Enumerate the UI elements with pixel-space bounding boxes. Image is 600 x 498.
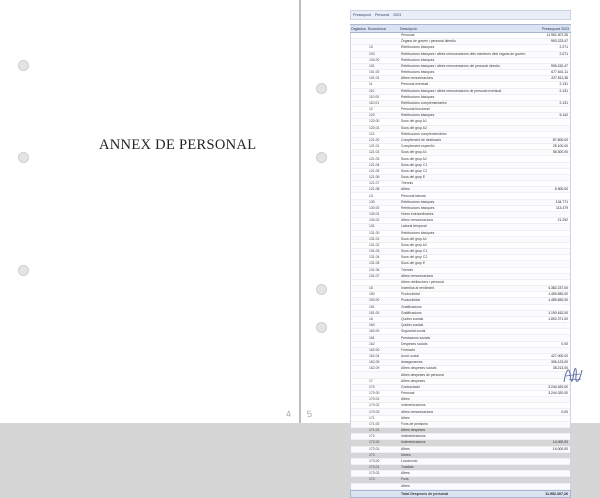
cell-economica: 130 (369, 199, 375, 204)
cell-economica: 121.05 (369, 168, 380, 173)
cell-economica: 101.01 (369, 76, 380, 81)
cell-economica: 100 (369, 51, 375, 56)
cell-descripcio: Altres retribucions i personal (401, 279, 444, 284)
cell-economica: 131.02 (369, 242, 380, 247)
punch-hole (18, 60, 29, 71)
cell-pressupost: 14.000,00 (552, 446, 568, 451)
cell-pressupost: 1.459.650,00 (548, 298, 568, 303)
cell-pressupost: 56.300,00 (552, 150, 568, 155)
cell-economica: 173 (369, 452, 375, 457)
cell-descripcio: Altres remuneracions (401, 76, 434, 81)
cell-economica: 121.03 (369, 156, 380, 161)
cell-descripcio: Retribucions bàsiques (401, 205, 435, 210)
cell-descripcio: Altres (401, 471, 410, 476)
column-header-organica: Orgànica (351, 26, 366, 31)
cell-descripcio: Sous del grup A2 (401, 242, 427, 247)
cell-economica: 121.00 (369, 138, 380, 142)
cell-pressupost: 905.152,47 (551, 63, 568, 68)
cell-economica: 172.00 (369, 440, 380, 445)
cell-economica: 171.01 (369, 428, 380, 433)
cell-economica: 110 (369, 88, 375, 93)
cell-pressupost: 0,00 (561, 409, 568, 414)
cell-descripcio: Complement de destinació (401, 138, 442, 142)
cell-pressupost: 14.000,00 (552, 440, 568, 445)
page-number: 5 (306, 408, 313, 420)
cell-pressupost: 113.479 (555, 205, 568, 210)
cell-economica: 131.04 (369, 255, 380, 260)
cell-descripcio: Assegurances (401, 360, 423, 365)
sheet-header-cell: Pressupost (353, 13, 371, 17)
cell-descripcio: Retribucions bàsiques i altres remuneracions de personal eventual (401, 88, 502, 93)
cell-economica: 12 (369, 107, 373, 112)
cell-economica: 10 (369, 45, 373, 50)
cell-pressupost: 5.300,00 (554, 187, 568, 192)
cell-descripcio: Altres remuneracions (401, 218, 434, 223)
cell-economica: 121.04 (369, 162, 380, 167)
cell-descripcio: Locomoció (401, 458, 418, 463)
cell-pressupost: 993.223,47 (551, 39, 568, 44)
punch-hole (316, 83, 327, 94)
cell-descripcio: Productivitat (401, 292, 420, 297)
cell-economica: 121.08 (369, 187, 380, 192)
cell-descripcio: Sous del grup C1 (401, 162, 428, 167)
left-page (0, 0, 299, 423)
cell-economica: 131.06 (369, 267, 380, 272)
cell-pressupost: 2.131 (559, 82, 568, 87)
total-label: Total Despeses de personal (401, 491, 449, 496)
cell-economica: 162.05 (369, 360, 380, 365)
cell-descripcio: Indemnitzacions (401, 403, 426, 408)
cell-pressupost: 1.892.371,00 (548, 316, 568, 321)
cell-descripcio: Personal eventual (401, 82, 429, 87)
cell-descripcio: Indemnitzacions (401, 440, 426, 445)
cell-descripcio: Triennis (401, 181, 413, 186)
cell-descripcio: Complement específic (401, 144, 435, 149)
column-header-economica: Econòmica (368, 26, 386, 31)
cell-descripcio: Retribucions complementàries (401, 131, 447, 136)
cell-economica: 121.06 (369, 175, 380, 180)
cell-descripcio: Retribucions bàsiques (401, 45, 435, 50)
cell-descripcio: Retribucions bàsiques (401, 57, 435, 62)
cell-pressupost: 21.292 (557, 218, 568, 223)
column-header-pressupost: Pressupost 2023 (542, 26, 569, 31)
cell-economica: 121.01 (369, 144, 380, 149)
cell-pressupost: 4.382.237,00 (548, 286, 568, 291)
cell-economica: 173.01 (369, 465, 380, 470)
cell-economica: 161 (369, 335, 375, 340)
cell-descripcio: Prestacions socials (401, 335, 431, 340)
cell-economica: 170.00 (369, 391, 380, 396)
cell-descripcio: Acció social (401, 354, 419, 359)
cell-descripcio: Altres (401, 397, 410, 402)
cell-descripcio: Òrgans de govern i personal directiu (401, 39, 456, 44)
sheet-header-cell: 2023 (393, 13, 402, 17)
cell-economica: 120 (369, 113, 375, 118)
cell-economica: 100.00 (369, 57, 380, 62)
cell-pressupost: 25.100,00 (552, 144, 568, 149)
cell-economica: 101.00 (369, 70, 380, 75)
column-headers (350, 24, 571, 33)
cell-pressupost: 2.071 (559, 51, 568, 56)
cell-economica: 121.07 (369, 181, 380, 186)
cell-descripcio: Personal (401, 391, 415, 396)
cell-descripcio: Retribucions bàsiques i altres remuneracions dels membres dels òrgans de govern (401, 51, 526, 56)
cell-descripcio: Laboral temporal (401, 224, 427, 229)
cell-descripcio: Fons de pensions (401, 421, 428, 426)
cell-descripcio: Sous del grup C2 (401, 255, 428, 260)
cell-economica: 173.00 (369, 458, 380, 463)
cell-pressupost: 38.213,00 (552, 366, 568, 371)
cell-descripcio: Indemnitzacions (401, 434, 426, 439)
cell-descripcio: Quotes socials (401, 323, 424, 328)
cell-descripcio: Retribucions bàsiques (401, 94, 435, 99)
signature (560, 362, 586, 390)
cell-economica: 131.03 (369, 249, 380, 254)
cell-pressupost: 427.000,00 (551, 354, 568, 359)
cell-economica: 160.00 (369, 329, 380, 334)
cell-pressupost: 2.131 (559, 100, 568, 105)
cell-economica: 101 (369, 63, 375, 68)
cell-descripcio: Gratificacions (401, 310, 422, 315)
cell-economica: 120.01 (369, 125, 380, 130)
cell-economica: 173.02 (369, 471, 380, 476)
table-body (350, 33, 571, 490)
cell-economica: 11 (369, 82, 373, 87)
cell-pressupost: 2.071 (559, 45, 568, 50)
cell-economica: 131.01 (369, 236, 380, 241)
cell-economica: 174 (369, 477, 375, 482)
annex-title: ANNEX DE PERSONAL (99, 137, 257, 153)
cell-pressupost: 134.771 (555, 199, 568, 204)
cell-economica: 150 (369, 292, 375, 297)
cell-economica: 120.00 (369, 119, 380, 124)
cell-economica: 110.01 (369, 100, 380, 105)
cell-descripcio: Altres (401, 446, 410, 451)
cell-economica: 130.01 (369, 212, 380, 217)
cell-descripcio: Altres despeses (401, 428, 426, 433)
cell-economica: 162.09 (369, 366, 380, 371)
cell-descripcio: Altres (401, 415, 410, 420)
cell-economica: 131 (369, 224, 375, 229)
cell-economica: 162.00 (369, 347, 380, 352)
cell-economica: 131.05 (369, 261, 380, 266)
cell-economica: 121.02 (369, 150, 380, 155)
cell-descripcio: Sous del grup A1 (401, 119, 427, 124)
cell-pressupost: 227.511,36 (551, 76, 568, 81)
cell-economica: 13 (369, 193, 373, 198)
cell-pressupost: 0,00 (561, 341, 568, 346)
cell-economica: 151.00 (369, 310, 380, 315)
cell-economica: 172 (369, 434, 375, 439)
cell-economica: 171 (369, 415, 375, 420)
cell-economica: 170.02 (369, 403, 380, 408)
cell-pressupost: 87.500,00 (552, 138, 568, 142)
punch-hole (18, 152, 29, 163)
punch-hole (316, 152, 327, 163)
cell-descripcio: Altres despeses (401, 378, 426, 383)
cell-economica: 110.00 (369, 94, 380, 99)
cell-descripcio: Formació (401, 347, 416, 352)
cell-descripcio: Gratificacions (401, 304, 422, 309)
punch-hole (18, 265, 29, 276)
cell-descripcio: Sous del grup A1 (401, 236, 427, 241)
cell-pressupost: 5.142 (559, 113, 568, 118)
cell-economica: 151 (369, 304, 375, 309)
cell-economica: 130.02 (369, 218, 380, 223)
cell-descripcio: Sous del grup A2 (401, 156, 427, 161)
cell-pressupost: 677.641,11 (551, 70, 568, 75)
cell-economica: 16 (369, 316, 373, 321)
cell-descripcio: Sous del grup E (401, 261, 426, 266)
cell-descripcio: Sous del grup C2 (401, 168, 428, 173)
cell-descripcio: Incentius al rendiment (401, 286, 435, 291)
cell-economica: 172.01 (369, 446, 380, 451)
cell-descripcio: Altres remuneracions (401, 273, 434, 278)
cell-economica: 160 (369, 323, 375, 328)
cell-descripcio: Altres (401, 483, 410, 488)
cell-pressupost: 3.244.320,00 (548, 391, 568, 396)
cell-descripcio: Fons (401, 477, 409, 482)
cell-descripcio: Dietes (401, 452, 411, 457)
cell-pressupost: 1.190.162,00 (548, 310, 568, 315)
cell-economica: 162 (369, 341, 375, 346)
cell-economica: 170 (369, 384, 375, 389)
cell-descripcio: Sous del grup A2 (401, 125, 427, 130)
right-page (301, 0, 600, 496)
cell-descripcio: Quotes socials (401, 316, 424, 321)
sheet-header (350, 10, 571, 20)
cell-economica: 131.07 (369, 273, 380, 278)
budget-sheet (350, 10, 571, 496)
cell-pressupost: 3.244.320,00 (548, 384, 568, 389)
cell-descripcio: Retribucions bàsiques (401, 230, 435, 235)
cell-descripcio: Triennis (401, 267, 413, 272)
cell-economica: 162.04 (369, 354, 380, 359)
cell-descripcio: Sous del grup E (401, 175, 426, 180)
page-number: 4 (285, 408, 292, 420)
cell-descripcio: Contractació (401, 384, 421, 389)
sheet-header-cell: Personal (374, 13, 390, 17)
cell-descripcio: Retribucions bàsiques (401, 199, 435, 204)
cell-descripcio: Altres (401, 187, 410, 192)
column-header-descripcio: Descripció (400, 26, 417, 31)
cell-descripcio: Productivitat (401, 298, 420, 303)
cell-economica: 130.00 (369, 205, 380, 210)
cell-descripcio: Despeses socials (401, 341, 428, 346)
cell-pressupost: 1.459.650,00 (548, 292, 568, 297)
cell-economica: 170.03 (369, 409, 380, 414)
cell-economica: 17 (369, 378, 373, 383)
total-value: 11.952.307,26 (545, 491, 568, 496)
cell-descripcio: Personal funcionari (401, 107, 431, 112)
punch-hole (316, 284, 327, 295)
cell-descripcio: Personal (401, 33, 415, 38)
cell-economica: 15 (369, 286, 373, 291)
total-row (350, 490, 571, 498)
cell-economica: 150.00 (369, 298, 380, 303)
cell-pressupost: 306.123,00 (551, 360, 568, 365)
cell-descripcio: Sous del grup C1 (401, 249, 428, 254)
cell-economica: 171.00 (369, 421, 380, 426)
cell-descripcio: Retribucions bàsiques i altres remuneracions del personal directiu (401, 63, 500, 68)
cell-descripcio: Personal laboral (401, 193, 426, 198)
cell-economica: 121 (369, 131, 375, 136)
cell-descripcio: Altres despeses de personal (401, 372, 444, 377)
cell-descripcio: Seguretat social (401, 329, 426, 334)
cell-economica: 131.00 (369, 230, 380, 235)
cell-descripcio: Hores extraordinàries (401, 212, 434, 217)
punch-hole (316, 322, 327, 333)
cell-descripcio: Altres remuneracions (401, 409, 434, 414)
cell-descripcio: Altres despeses socials (401, 366, 437, 371)
cell-descripcio: Sous del grup A1 (401, 150, 427, 155)
cell-economica: 170.01 (369, 397, 380, 402)
cell-descripcio: Retribucions complementàries (401, 100, 447, 105)
cell-descripcio: Retribucions bàsiques (401, 70, 435, 75)
cell-descripcio: Retribucions bàsiques (401, 113, 435, 118)
cell-pressupost: 2.131 (559, 88, 568, 93)
cell-pressupost: 11.952.307,26 (546, 33, 568, 38)
cell-descripcio: Trasllats (401, 465, 414, 470)
